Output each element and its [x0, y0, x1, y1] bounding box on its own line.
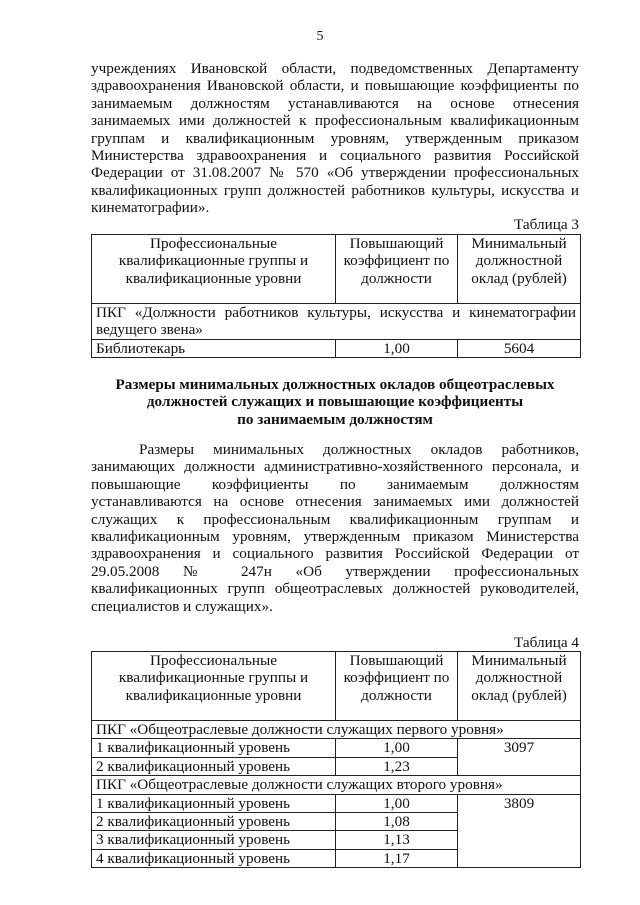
section-heading	[91, 376, 579, 428]
salary-cell: 5604	[458, 339, 581, 357]
coefficient-cell: 1,13	[336, 831, 458, 849]
table-row	[92, 794, 581, 812]
table4-header-group: Профессиональные квалификационные группы и квалификационные уровни	[92, 652, 336, 721]
coefficient-cell: 1,00	[336, 794, 458, 812]
table4-header-salary: Минимальный должностной оклад (рублей)	[458, 652, 581, 721]
table3	[91, 234, 581, 358]
table3-caption: Таблица 3	[514, 216, 579, 233]
section-paragraph: Размеры минимальных должностных окладов работников, занимающих должности административно-хозяйственного персонала, и повышающие коэффициенты по занимаемым должностям устанавливаются на основе отнесения занимаемых ими должностей служащих к профессиональным квалификационным группам и квалификационным уровням, утвержденным приказом Министерства здравоохранения и социального развития Российской Федерации от 29.05.2008 № 247н «Об утверждении профессиональных квалификационных групп общеотраслевых должностей руководителей, специалистов и служащих».	[91, 441, 579, 615]
table4-group-title: ПКГ «Общеотраслевые должности служащих первого уровня»	[92, 721, 581, 739]
level-cell: 3 квалификационный уровень	[92, 831, 336, 849]
table4-caption: Таблица 4	[514, 634, 579, 651]
table3-header-group: Профессиональные квалификационные группы и квалификационные уровни	[92, 235, 336, 304]
coefficient-cell: 1,17	[336, 849, 458, 867]
table-row	[92, 739, 581, 757]
table4-group-title: ПКГ «Общеотраслевые должности служащих второго уровня»	[92, 776, 581, 794]
level-cell: 4 квалификационный уровень	[92, 849, 336, 867]
table3-header-row	[92, 235, 581, 304]
coefficient-cell: 1,00	[336, 739, 458, 757]
table4-group-row	[92, 776, 581, 794]
table3-header-coefficient: Повышающий коэффициент по должности	[336, 235, 458, 304]
level-cell: 2 квалификационный уровень	[92, 813, 336, 831]
coefficient-cell: 1,23	[336, 757, 458, 775]
section-heading-line3: по занимаемым должностям	[237, 410, 433, 428]
salary-cell: 3809	[458, 794, 581, 868]
table3-group-title: ПКГ «Должности работников культуры, искусства и кинематографии ведущего звена»	[92, 304, 581, 340]
table4-header-row	[92, 652, 581, 721]
table3-group-row	[92, 304, 581, 340]
table-row	[92, 339, 581, 357]
table4-header-coefficient: Повышающий коэффициент по должности	[336, 652, 458, 721]
table3-header-salary: Минимальный должностной оклад (рублей)	[458, 235, 581, 304]
section-heading-line1: Размеры минимальных должностных окладов общеотраслевых	[115, 376, 555, 393]
table4-group-row	[92, 721, 581, 739]
level-cell: 2 квалификационный уровень	[92, 757, 336, 775]
intro-paragraph: учреждениях Ивановской области, подведомственных Департаменту здравоохранения Ивановской области, и повышающие коэффициенты по занимаемым должностям устанавливаются на основе отнесения занимаемых ими должностей к профессиональным квалификационным группам и квалификационным уровням, утвержденным приказом Министерства здравоохранения и социального развития Российской Федерации от 31.08.2007 № 570 «Об утверждении профессиональных квалификационных групп должностей работников культуры, искусства и кинематографии».	[91, 60, 579, 217]
level-cell: Библиотекарь	[92, 339, 336, 357]
page-number: 5	[316, 29, 324, 44]
level-cell: 1 квалификационный уровень	[92, 739, 336, 757]
coefficient-cell: 1,08	[336, 813, 458, 831]
section-heading-line2: должностей служащих и повышающие коэффициенты	[146, 393, 524, 411]
level-cell: 1 квалификационный уровень	[92, 794, 336, 812]
coefficient-cell: 1,00	[336, 339, 458, 357]
salary-cell: 3097	[458, 739, 581, 776]
table4	[91, 651, 581, 868]
